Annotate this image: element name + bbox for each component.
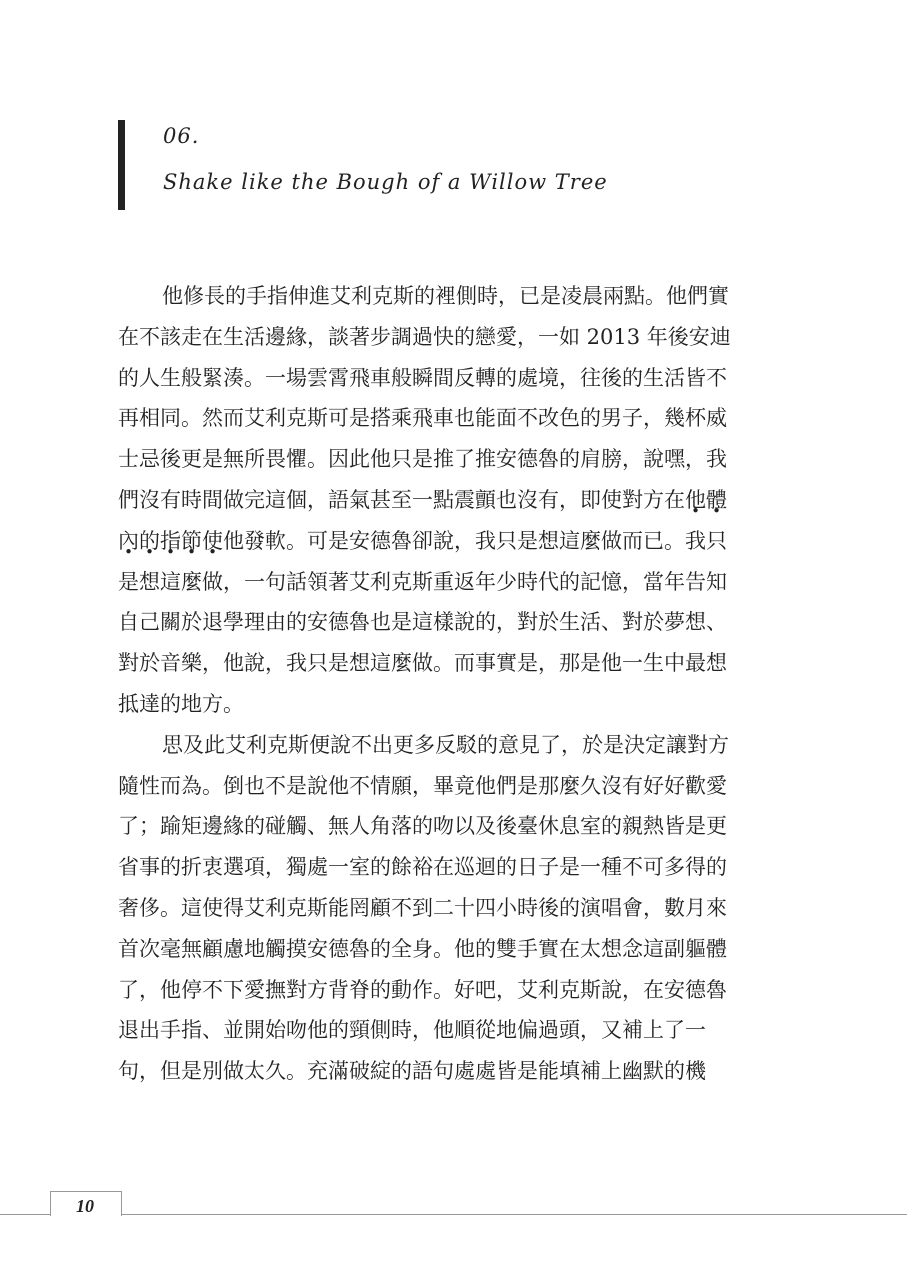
text-line: 省事的折衷選項，獨處一室的餘裕在巡迴的日子是一種不可多得的 <box>118 855 727 880</box>
emphasis-char: 只 <box>706 528 727 553</box>
text-line: 自己關於退學理由的安德魯也是這樣說的，對於生活、對於夢想、 <box>118 610 727 635</box>
text-line: 首次毫無顧慮地觸摸安德魯的全身。他的雙手實在太想念這副軀體 <box>118 936 727 961</box>
text-line: 了，他停不下愛撫對方背脊的動作。好吧，艾利克斯說，在安德魯 <box>118 977 727 1002</box>
text-line: 們沒有時間做完這個，語氣甚至一點震顫也沒有，即使對方在他體 <box>118 487 727 512</box>
emphasis-char: 做 <box>202 569 223 594</box>
chapter-marker-bar <box>118 120 125 210</box>
text-line: 士忌後更是無所畏懼。因此他只是推了推安德魯的肩膀，說嘿，我 <box>118 447 727 472</box>
text-line: 抵達的地方。 <box>118 691 244 716</box>
text-line: 他修長的手指伸進艾利克斯的裡側時，已是凌晨兩點。他們實 <box>162 284 729 308</box>
page-number: 10 <box>76 1196 94 1216</box>
chapter-title: Shake like the Bough of a Willow Tree <box>163 170 608 194</box>
text-line: 奢侈。這使得艾利克斯能罔顧不到二十四小時後的演唱會，數月來 <box>118 895 727 920</box>
emphasis-char: 想 <box>139 569 160 594</box>
text-line: 再相同。然而艾利克斯可是搭乘飛車也能面不改色的男子，幾杯威 <box>118 406 727 431</box>
chapter-number: 06. <box>163 124 200 148</box>
text-segment: ，一句話領著艾利克斯重返年少時代的記憶，當年告知 <box>223 569 727 594</box>
emphasis-char: 這 <box>160 569 181 594</box>
text-line <box>118 521 788 562</box>
text-line: 的人生般緊湊。一場雲霄飛車般瞬間反轉的處境，往後的生活皆不 <box>118 365 727 390</box>
footer-rule <box>0 1214 907 1215</box>
emphasis-char: 麼 <box>181 569 202 594</box>
text-segment: 內的指節使他發軟。可是安德魯卻說，我只是想這麼做而已。 <box>118 528 685 553</box>
text-line: 隨性而為。倒也不是說他不情願，畢竟他們是那麼久沒有好好歡愛 <box>118 773 727 798</box>
text-line <box>118 562 788 603</box>
text-line: 思及此艾利克斯便說不出更多反駁的意見了，於是決定讓對方 <box>162 732 729 757</box>
emphasis-char: 是 <box>118 569 139 594</box>
text-line: 了；踰矩邊緣的碰觸、無人角落的吻以及後臺休息室的親熱皆是更 <box>118 814 727 839</box>
text-line: 對於音樂，他說，我只是想這麼做。而事實是，那是他一生中最想 <box>118 651 727 676</box>
text-line: 退出手指、並開始吻他的頸側時，他順從地偏過頭，又補上了一 <box>118 1018 706 1043</box>
text-line: 句，但是別做太久。充滿破綻的語句處處皆是能填補上幽默的機 <box>118 1059 706 1084</box>
emphasis-char: 我 <box>685 528 706 553</box>
body-text <box>118 276 788 1092</box>
text-line: 在不該走在生活邊緣，談著步調過快的戀愛，一如 2013 年後安迪 <box>118 324 731 349</box>
